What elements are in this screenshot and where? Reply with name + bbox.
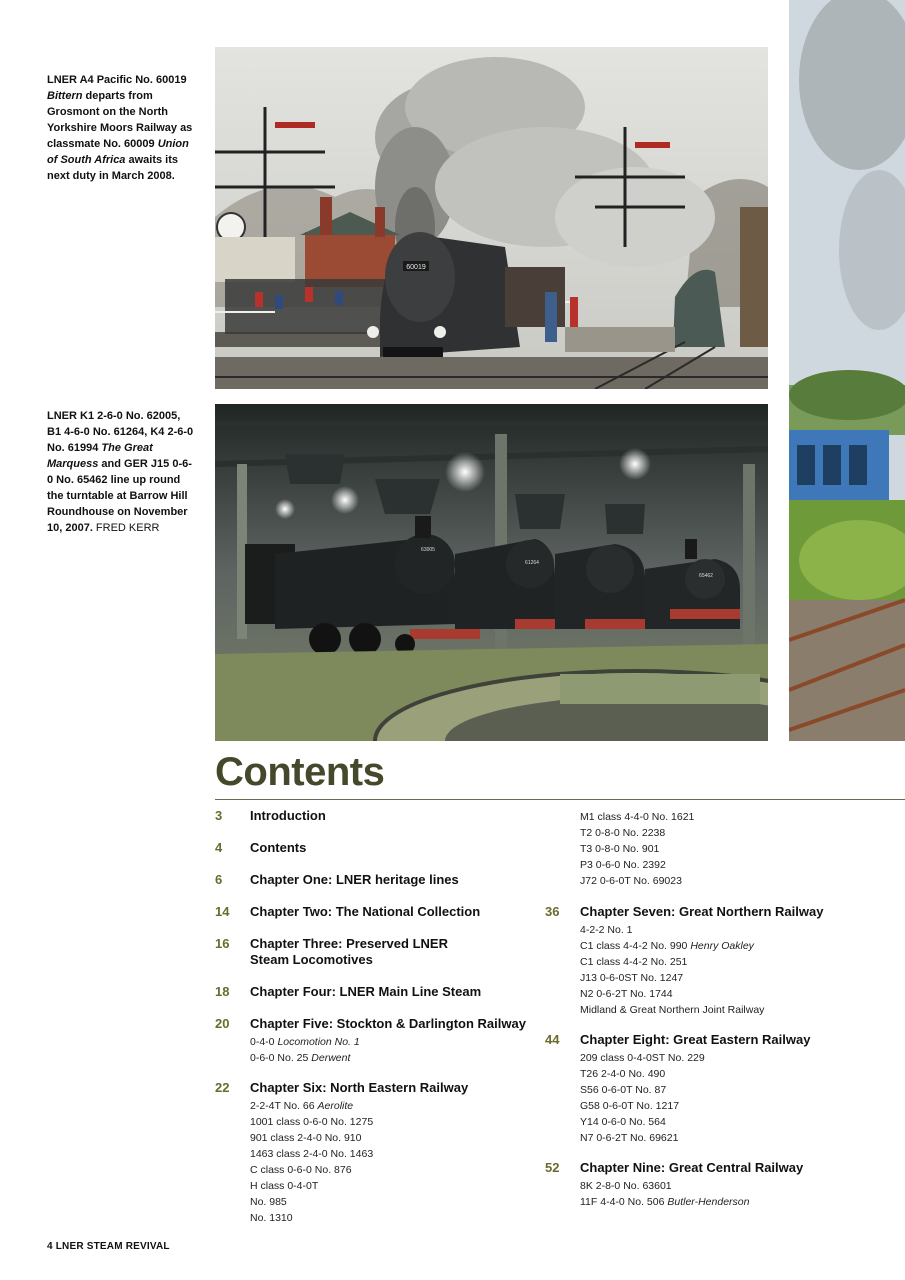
sub-item: 1001 class 0-6-0 No. 1275 — [250, 1116, 374, 1128]
entry-sublist — [250, 1098, 373, 1226]
sub-item: C1 class 4-4-2 No. 251 — [580, 956, 688, 968]
photo-barrow-hill-roundhouse — [215, 404, 768, 741]
sub-item: P3 0-6-0 No. 2392 — [580, 859, 666, 871]
sub-item: 901 class 2-4-0 No. 910 — [250, 1132, 362, 1144]
sub-item: 11F 4-4-0 No. 506 Butler-Henderson — [580, 1196, 750, 1208]
page-number: 18 — [215, 984, 230, 999]
entry-sublist — [250, 1034, 360, 1066]
sub-item: M1 class 4-4-0 No. 1621 — [580, 811, 695, 823]
sub-item: H class 0-4-0T — [250, 1180, 319, 1192]
entry-heading: Chapter Five: Stockton & Darlington Railway — [250, 1016, 526, 1031]
sub-item: 8K 2-8-0 No. 63601 — [580, 1180, 672, 1192]
loco-number-j15: 65462 — [699, 573, 713, 579]
sub-item: Midland & Great Northern Joint Railway — [580, 1004, 765, 1016]
entry-heading: Chapter Three: Preserved LNER Steam Locomotives — [250, 936, 448, 967]
sub-item: 4-2-2 No. 1 — [580, 924, 633, 936]
sub-item: S56 0-6-0T No. 87 — [580, 1084, 667, 1096]
sub-item: T2 0-8-0 No. 2238 — [580, 827, 666, 839]
sub-item: N2 0-6-2T No. 1744 — [580, 988, 673, 1000]
photo-right-bleed — [789, 0, 905, 741]
contents-title: Contents — [215, 750, 385, 794]
continued-sublist — [580, 809, 694, 889]
caption-top-photo: LNER A4 Pacific No. 60019 Bittern departs from Grosmont on the North Yorkshire Moors Railway as classmate No. 60009 Union of South Africa awaits its next duty in March 2008. — [47, 74, 193, 182]
sub-item: No. 985 — [250, 1196, 287, 1208]
page-number: 22 — [215, 1080, 230, 1095]
sub-item: 0-6-0 No. 25 Derwent — [250, 1052, 351, 1064]
sub-item: G58 0-6-0T No. 1217 — [580, 1100, 680, 1112]
sub-item: T3 0-8-0 No. 901 — [580, 843, 660, 855]
loco-number-k1: 63005 — [421, 547, 435, 553]
sub-item: J13 0-6-0ST No. 1247 — [580, 972, 684, 984]
sub-item: No. 1310 — [250, 1212, 293, 1224]
page-number: 16 — [215, 936, 230, 951]
contents-rule — [215, 799, 905, 800]
entry-heading: Chapter Eight: Great Eastern Railway — [580, 1032, 811, 1047]
smokebox-number: 60019 — [406, 264, 426, 271]
sub-item: 2-2-4T No. 66 Aerolite — [250, 1100, 354, 1112]
page-number: 14 — [215, 904, 230, 919]
sub-item: C1 class 4-4-2 No. 990 Henry Oakley — [580, 940, 754, 952]
entry-heading: Chapter Nine: Great Central Railway — [580, 1160, 804, 1175]
page-number: 4 — [215, 840, 223, 855]
photo-grosmont-station — [215, 47, 768, 389]
sub-item: 209 class 0-4-0ST No. 229 — [580, 1052, 705, 1064]
entry-sublist — [580, 1178, 749, 1210]
sub-item: T26 2-4-0 No. 490 — [580, 1068, 666, 1080]
entry-sublist — [580, 922, 764, 1018]
sub-item: N7 0-6-2T No. 69621 — [580, 1132, 679, 1144]
entry-heading: Introduction — [250, 808, 326, 823]
page-number: 3 — [215, 808, 223, 823]
entry-heading: Chapter Seven: Great Northern Railway — [580, 904, 824, 919]
page-footer: 4 LNER STEAM REVIVAL — [47, 1241, 170, 1252]
caption-middle-photo: LNER K1 2-6-0 No. 62005, B1 4-6-0 No. 61264, K4 2-6-0 No. 61994 The Great Marquess and GER J15 0-6-0 No. 65462 line up round the turntable at Barrow Hill Roundhouse on November 10, 2007. FRED KERR — [47, 410, 194, 534]
entry-heading: Contents — [250, 840, 307, 855]
sub-item: 1463 class 2-4-0 No. 1463 — [250, 1148, 374, 1160]
sub-item: C class 0-6-0 No. 876 — [250, 1164, 352, 1176]
entry-heading: Chapter One: LNER heritage lines — [250, 872, 459, 887]
page-number: 20 — [215, 1016, 230, 1031]
entry-sublist — [580, 1050, 705, 1146]
sub-item: Y14 0-6-0 No. 564 — [580, 1116, 666, 1128]
entry-heading: Chapter Two: The National Collection — [250, 904, 481, 919]
loco-number-b1: 61264 — [525, 560, 539, 566]
page-number: 6 — [215, 872, 223, 887]
sub-item: 0-4-0 Locomotion No. 1 — [250, 1036, 360, 1048]
sub-item: J72 0-6-0T No. 69023 — [580, 875, 682, 887]
entry-heading: Chapter Six: North Eastern Railway — [250, 1080, 469, 1095]
page-number: 44 — [545, 1032, 560, 1047]
page-number: 52 — [545, 1160, 560, 1175]
entry-heading: Chapter Four: LNER Main Line Steam — [250, 984, 482, 999]
page-number: 36 — [545, 904, 560, 919]
